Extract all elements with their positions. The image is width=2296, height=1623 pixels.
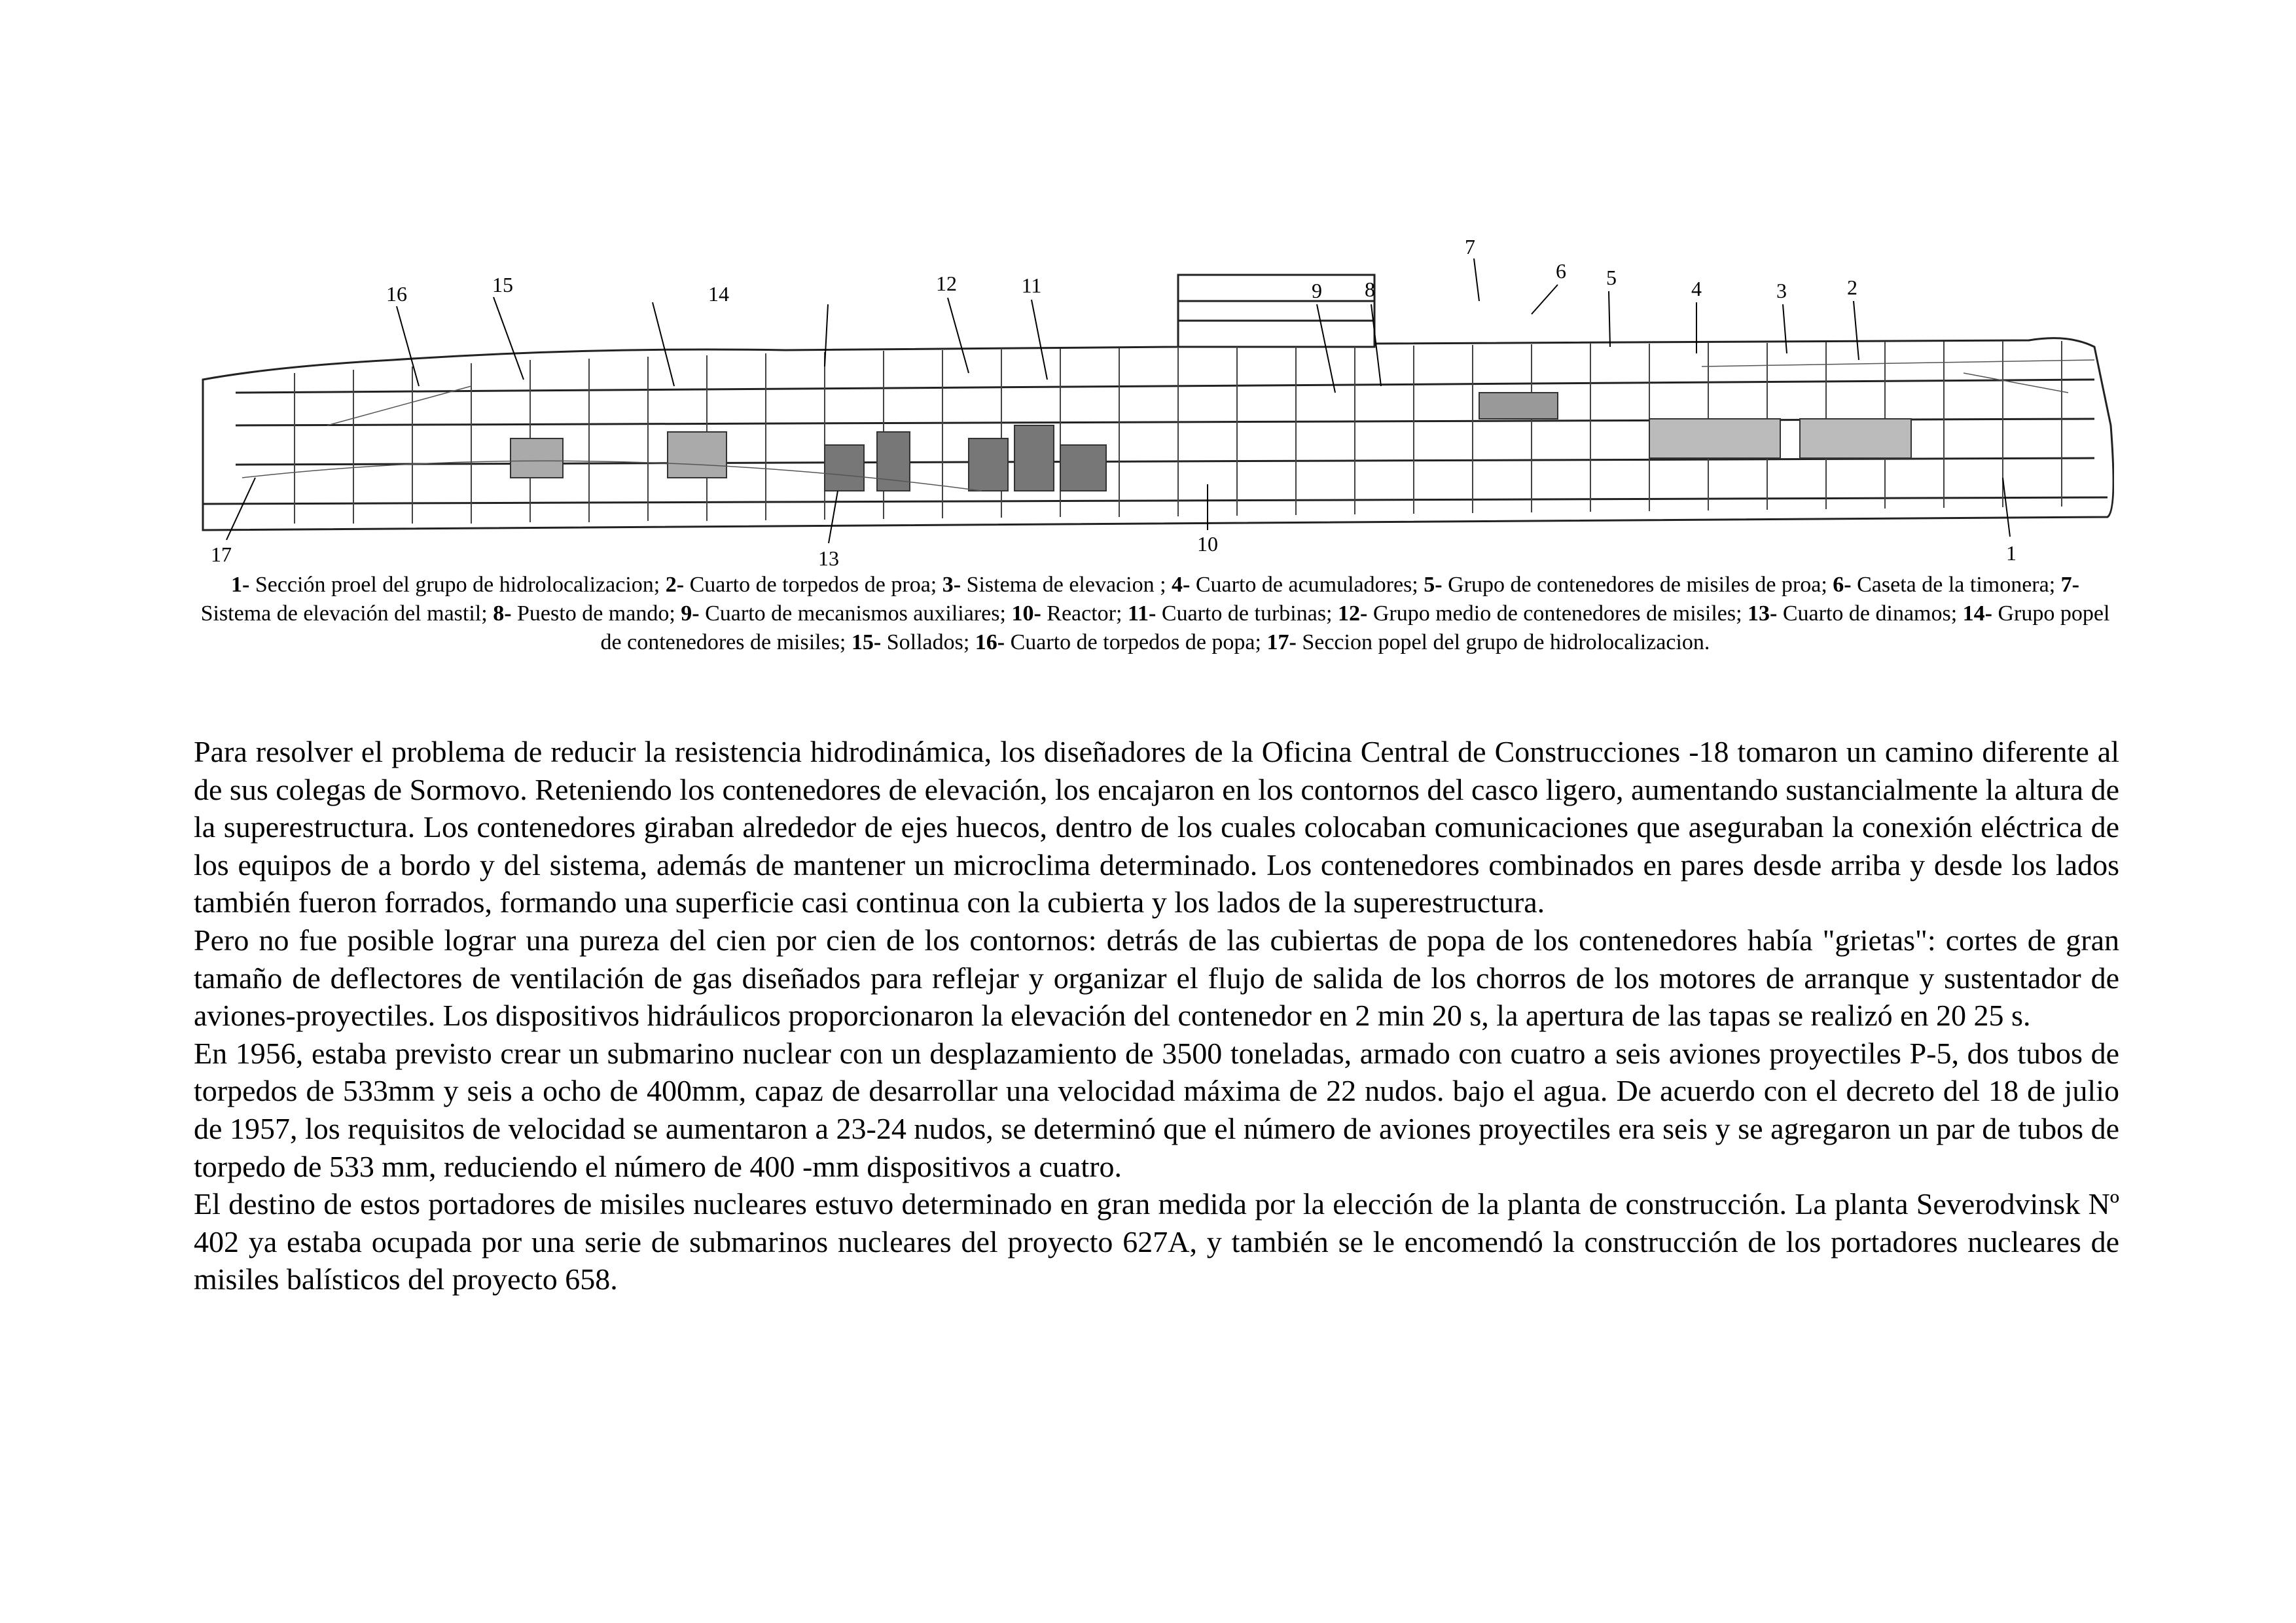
caption-item [1338, 601, 1748, 626]
caption-item [1011, 601, 1128, 626]
callout-6: 6 [1556, 259, 1566, 283]
caption-item-number: 17- [1266, 630, 1297, 654]
caption-item [1266, 630, 1710, 654]
callout-7: 7 [1465, 235, 1475, 259]
submarine-drawing [196, 229, 2114, 576]
caption-item-text: Sistema de elevación del mastil; [200, 601, 493, 626]
caption-item-number: 16- [975, 630, 1005, 654]
callout-2: 2 [1847, 276, 1857, 299]
paragraph-3: En 1956, estaba previsto crear un submarino nuclear con un desplazamiento de 3500 toneladas, armado con cuatro a seis aviones proyectiles P-5, dos tubos de torpedos de 533mm y seis a ocho de 400mm, capaz de desarrollar una velocidad máxima de 22 nudos. bajo el agua. De acuerdo con el decreto del 18 de julio de 1957, los requisitos de velocidad se aumentaron a 23-24 nudos, se determinó que el número de aviones proyectiles era seis y se agregaron un par de tubos de torpedo de 533 mm, reduciendo el número de 400 -mm dispositivos a cuatro. [194, 1036, 2119, 1183]
caption-item-text: Cuarto de torpedos de proa; [684, 573, 942, 597]
caption-item-text: Grupo medio de contenedores de misiles; [1367, 601, 1748, 626]
caption-item-text: Grupo popel de contenedores de misiles; [600, 601, 2110, 654]
caption-item [666, 573, 942, 597]
caption-item-text: Seccion popel del grupo de hidrolocalizacion. [1296, 630, 1710, 654]
caption-item-number: 13- [1748, 601, 1778, 626]
hull-outline [203, 275, 2113, 530]
caption-item-number: 15- [851, 630, 882, 654]
caption-item-number: 1- [231, 573, 250, 597]
caption-item-text: Cuarto de mecanismos auxiliares; [699, 601, 1012, 626]
caption-item-text: Sección proel del grupo de hidrolocalizacion; [249, 573, 666, 597]
caption-item-number: 12- [1338, 601, 1368, 626]
callout-10: 10 [1197, 532, 1218, 556]
caption-item [975, 630, 1267, 654]
callout-17: 17 [211, 543, 232, 566]
caption-item [1128, 601, 1338, 626]
callout-13: 13 [818, 546, 839, 570]
submarine-cutaway-diagram [196, 229, 2114, 576]
caption-item [1748, 601, 1963, 626]
body-text [194, 733, 2119, 1298]
caption-item-text: Puesto de mando; [511, 601, 681, 626]
caption-item-text: Sollados; [881, 630, 975, 654]
caption-item-number: 4- [1172, 573, 1191, 597]
callout-4: 4 [1691, 277, 1702, 300]
caption-item-number: 9- [681, 601, 700, 626]
callout-3: 3 [1776, 279, 1787, 302]
callout-5: 5 [1606, 266, 1617, 289]
caption-item-number: 3- [942, 573, 961, 597]
caption-item-text: Cuarto de turbinas; [1156, 601, 1338, 626]
callout-12: 12 [936, 272, 957, 295]
callout-14: 14 [708, 282, 729, 306]
caption-item [942, 573, 1172, 597]
callout-11: 11 [1021, 274, 1042, 297]
callout-15: 15 [492, 273, 513, 296]
callout-8: 8 [1365, 277, 1375, 301]
callout-1: 1 [2006, 541, 2017, 565]
caption-item [1172, 573, 1424, 597]
caption-item-text: Sistema de elevacion ; [961, 573, 1172, 597]
caption-item-text: Cuarto de acumuladores; [1190, 573, 1424, 597]
caption-item [231, 573, 666, 597]
callout-16: 16 [386, 282, 407, 306]
caption-item [1833, 573, 2060, 597]
caption-item-number: 11- [1127, 601, 1157, 626]
caption-item-number: 10- [1011, 601, 1041, 626]
paragraph-1: Para resolver el problema de reducir la resistencia hidrodinámica, los diseñadores de la Oficina Central de Construcciones -18 tomaron un camino diferente al de sus colegas de Sormovo. Reteniendo los contenedores de elevación, los encajaron en los contornos del casco ligero, aumentando sustancialmente la altura de la superestructura. Los contenedores giraban alrededor de ejes huecos, dentro de los cuales colocaban comunicaciones que aseguraban la conexión eléctrica de los equipos de a bordo y del sistema, además de mantener un microclima determinado. Los contenedores combinados en pares desde arriba y desde los lados también fueron forrados, formando una superficie casi continua con la cubierta y los lados de la superestructura. [194, 735, 2119, 919]
caption-item-number: 8- [493, 601, 512, 626]
caption-item-number: 14- [1962, 601, 1992, 626]
caption-item [493, 601, 681, 626]
caption-item [1424, 573, 1833, 597]
caption-item-text: Caseta de la timonera; [1851, 573, 2061, 597]
caption-item-text: Reactor; [1041, 601, 1128, 626]
paragraph-2: Pero no fue posible lograr una pureza del cien por cien de los contornos: detrás de las cubiertas de popa de los contenedores había "grietas": cortes de gran tamaño de deflectores de ventilación de gas diseñados para reflejar y organizar el flujo de salida de los chorros de los motores de arranque y sustentador de aviones-proyectiles. Los dispositivos hidráulicos proporcionaron la elevación del contenedor en 2 min 20 s, la apertura de las tapas se realizó en 20 25 s. [194, 923, 2119, 1033]
caption-item-number: 2- [665, 573, 685, 597]
caption-item-text: Grupo de contenedores de misiles de proa; [1442, 573, 1833, 597]
caption-item [681, 601, 1011, 626]
caption-item-text: Cuarto de torpedos de popa; [1005, 630, 1267, 654]
caption-item-number: 5- [1424, 573, 1443, 597]
caption-item [852, 630, 975, 654]
figure-caption [196, 571, 2114, 657]
caption-item-number: 7- [2060, 573, 2079, 597]
caption-item-number: 6- [1833, 573, 1852, 597]
paragraph-4: El destino de estos portadores de misiles nucleares estuvo determinado en gran medida por la elección de la planta de construcción. La planta Severodvinsk Nº 402 ya estaba ocupada por una serie de submarinos nucleares del proyecto 627A, y también se le encomendó la construcción de los portadores nucleares de misiles balísticos del proyecto 658. [194, 1187, 2119, 1296]
callout-9: 9 [1312, 279, 1322, 302]
caption-item-text: Cuarto de dinamos; [1777, 601, 1963, 626]
